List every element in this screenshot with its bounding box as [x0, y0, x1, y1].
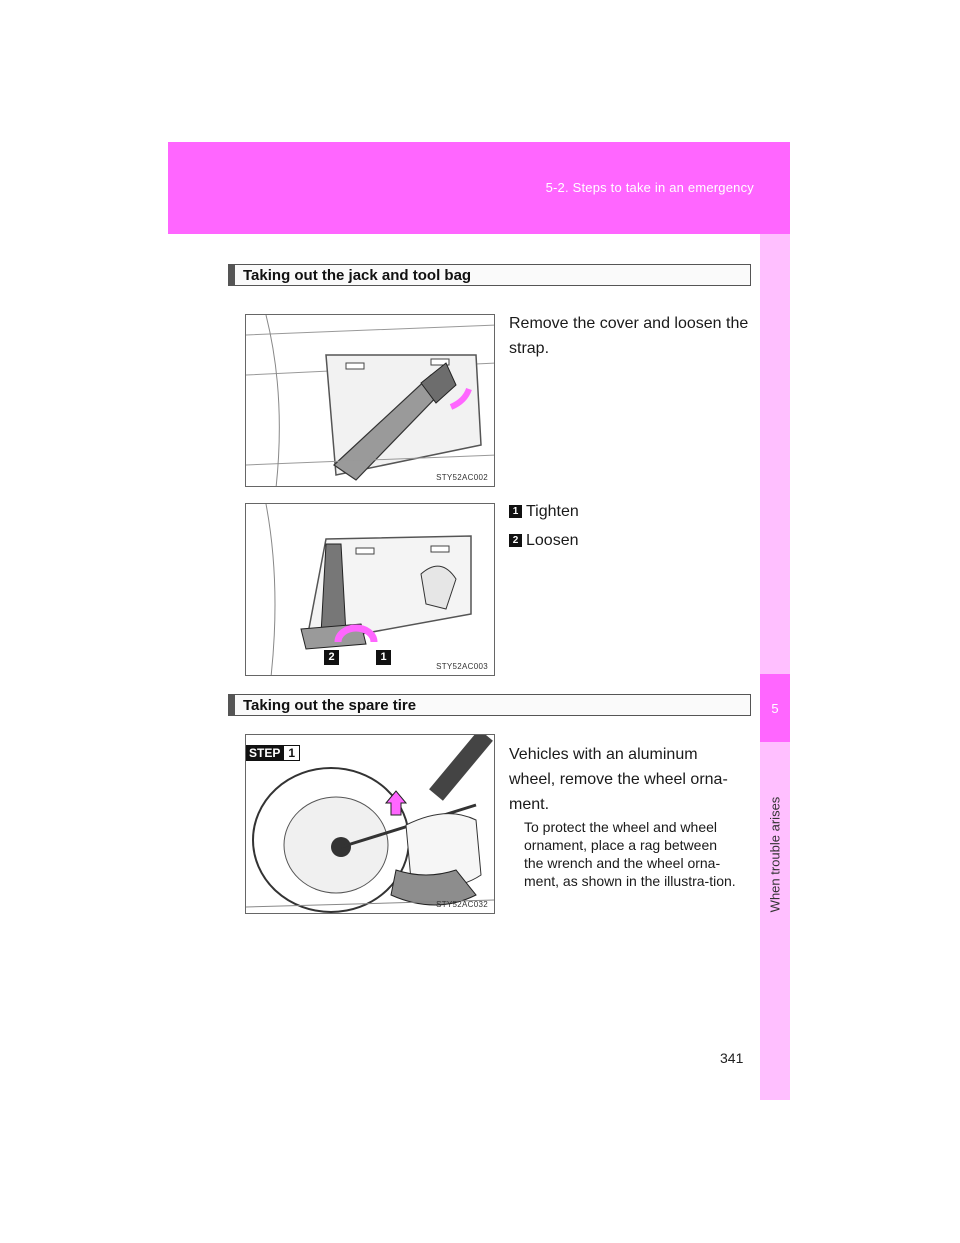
legend-number: 1 [509, 505, 522, 518]
legend-item-loosen [509, 528, 579, 553]
legend-number: 2 [509, 534, 522, 547]
illustration-spare-tire [246, 735, 495, 914]
section-path: 5-2. Steps to take in an emergency [545, 180, 754, 195]
note-protect-wheel: To protect the wheel and wheel ornament, place a rag between the wrench and the wheel orna-ment, as shown in the illustra-tion. [524, 819, 736, 889]
section-heading-spare-tire [228, 694, 751, 716]
figure-code: STY52AC003 [436, 662, 488, 671]
figure-badge-2: 2 [324, 650, 339, 665]
step-word: STEP [246, 745, 283, 761]
figure-spare-tire [245, 734, 495, 914]
step-number: 1 [283, 745, 300, 761]
figure-badge-1: 1 [376, 650, 391, 665]
legend-item-tighten [509, 499, 579, 524]
illustration-jack-cover [246, 315, 495, 487]
page-header [168, 142, 790, 234]
figure-jack-cover [245, 314, 495, 487]
figure-code: STY52AC032 [436, 900, 488, 909]
figure-code: STY52AC002 [436, 473, 488, 482]
section-title: Taking out the jack and tool bag [243, 267, 472, 284]
chapter-side-tab[interactable] [760, 234, 790, 1100]
figure-jack-strap [245, 503, 495, 676]
section-heading-jack [228, 264, 751, 286]
instruction-aluminum-wheel: Vehicles with an aluminum wheel, remove the wheel orna-ment. [509, 746, 728, 813]
step-label [246, 745, 300, 761]
legend-label: Loosen [526, 532, 579, 549]
illustration-jack-strap [246, 504, 495, 676]
instruction-remove-cover: Remove the cover and loosen the strap. [509, 315, 749, 357]
chapter-title: When trouble arises [767, 796, 783, 912]
chapter-number: 5 [760, 674, 790, 742]
section-title: Taking out the spare tire [243, 697, 417, 714]
page-number: 341 [720, 1050, 744, 1066]
legend-label: Tighten [526, 503, 579, 520]
legend-list [509, 499, 579, 557]
chapter-title-wrap [760, 754, 790, 954]
